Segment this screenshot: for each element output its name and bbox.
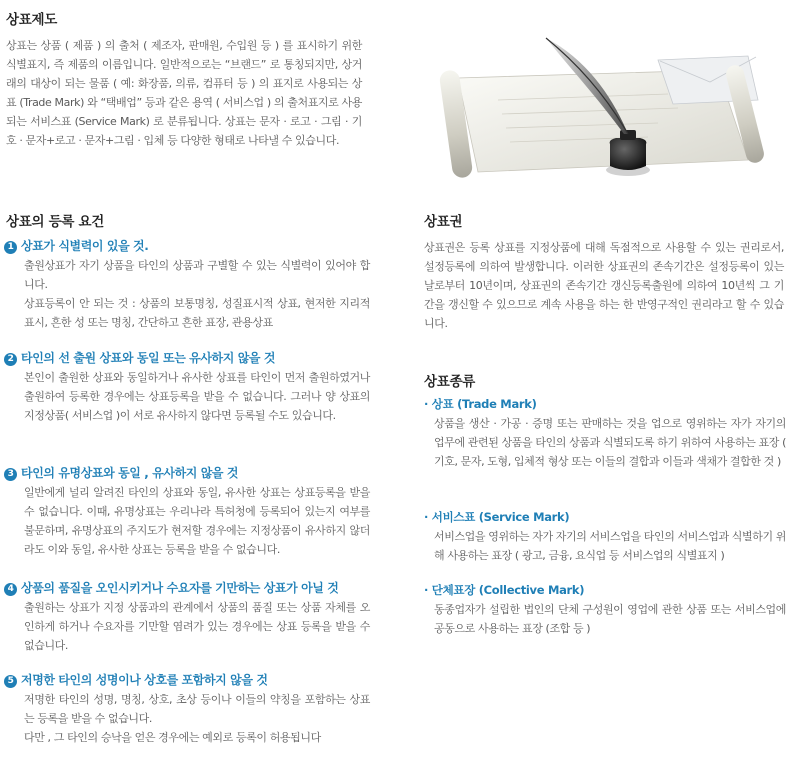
section-title-system: 상표제도 bbox=[6, 12, 57, 28]
number-badge: 2 bbox=[4, 353, 17, 366]
registration-item-text: 일반에게 널리 알려진 타인의 상표와 동일, 유사한 상표는 상표등록을 받을 수 없습니다. 이때, 유명상표는 우리나라 특허청에 등록되어 있는지 여부를 불문하며, 유명상표의 주지도가 현저할 경우에는 지정상품이 유사하지 않더라도 이와 동일, 유사한 상표는 등록을 받을 수 없습니다. bbox=[24, 486, 370, 556]
type-item-title: · 상표 (Trade Mark) bbox=[424, 397, 537, 411]
registration-item bbox=[4, 463, 370, 559]
number-badge: 5 bbox=[4, 675, 17, 688]
rights-paragraph: 상표권은 등록 상표를 지정상품에 대해 독점적으로 사용할 수 있는 권리로서, 설정등록에 의하여 발생합니다. 이러한 상표권의 존속기간은 설정등록이 있는 날로부터 10년이며, 상표권의 존속기간 갱신등록출원에 의하여 10년씩 그 기간을 갱신할 수 있으므로 계속 사용을 하는 한 반영구적인 권리라고 할 수 있습니다. bbox=[424, 241, 784, 330]
type-item-title: · 단체표장 (Collective Mark) bbox=[424, 583, 585, 597]
type-item bbox=[424, 507, 786, 565]
registration-item-text: 본인이 출원한 상표와 동일하거나 유사한 상표를 타인이 먼저 출원하였거나 출원하여 등록한 경우에는 상표등록을 받을 수 없습니다. 그러나 양 상표의 지정상품( 서비스업 )이 서로 유사하지 않다면 등록될 수도 있습니다. bbox=[24, 371, 370, 422]
quill-ink-scroll-illustration bbox=[418, 30, 782, 192]
quill-ink-scroll-icon bbox=[418, 30, 782, 192]
registration-item-title: 5 저명한 타인의 성명이나 상호를 포함하지 않을 것 bbox=[4, 670, 370, 690]
registration-item-text: 출원하는 상표가 지정 상품과의 관계에서 상품의 품질 또는 상품 자체를 오인하게 하거나 수요자를 기만할 염려가 있는 경우에는 상표 등록을 받을 수 없습니다. bbox=[24, 601, 370, 652]
registration-item-title: 1 상표가 식별력이 있을 것. bbox=[4, 236, 370, 256]
registration-item bbox=[4, 670, 370, 747]
type-item-text: 동종업자가 설립한 법인의 단체 구성원이 영업에 관한 상품 또는 서비스업에 공동으로 사용하는 표장 (조합 등 ) bbox=[434, 603, 786, 635]
registration-item bbox=[4, 348, 370, 425]
type-item-text: 서비스업을 영위하는 자가 자기의 서비스업을 타인의 서비스업과 식별하기 위해 사용하는 표장 ( 광고, 금융, 요식업 등 서비스업의 식별표지 ) bbox=[434, 530, 786, 562]
registration-item-title: 4 상품의 품질을 오인시키거나 수요자를 기만하는 상표가 아닐 것 bbox=[4, 578, 370, 598]
type-item bbox=[424, 580, 786, 638]
type-item-title: · 서비스표 (Service Mark) bbox=[424, 510, 570, 524]
system-paragraph: 상표는 상품 ( 제품 ) 의 출처 ( 제조자, 판매원, 수입원 등 ) 를 표시하기 위한 식별표지, 즉 제품의 이름입니다. 일반적으로는 “브랜드” 로 통칭되지만, 상거래의 대상이 되는 물품 ( 예: 화장품, 의류, 컴퓨터 등 ) 의 표지로 사용되는 상표 (Trade Mark) 와 “택배업” 등과 같은 용역 ( 서비스업 ) 의 출처표지로 사용되는 서비스표 (Service Mark) 로 분류됩니다. 상표는 문자 · 로고 · 그림 · 기호 · 문자+로고 · 문자+그림 · 입체 등 다양한 형태로 나타낼 수 있습니다. bbox=[6, 39, 362, 147]
registration-item-text: 상표등록이 안 되는 것 : 상품의 보통명칭, 성질표시적 상표, 현저한 지리적 표시, 흔한 성 또는 명칭, 간단하고 흔한 표장, 관용상표 bbox=[24, 297, 370, 329]
number-badge: 1 bbox=[4, 241, 17, 254]
registration-item bbox=[4, 578, 370, 655]
section-title-types: 상표종류 bbox=[424, 374, 475, 390]
registration-item-text: 저명한 타인의 성명, 명칭, 상호, 초상 등이나 이들의 약칭을 포함하는 상표는 등록을 받을 수 없습니다. bbox=[24, 693, 370, 725]
registration-item-text: 다만 , 그 타인의 승낙을 얻은 경우에는 예외로 등록이 허용됩니다 bbox=[24, 731, 321, 744]
number-badge: 4 bbox=[4, 583, 17, 596]
type-item-text: 상품을 생산 · 가공 · 증명 또는 판매하는 것을 업으로 영위하는 자가 자기의 업무에 관련된 상품을 타인의 상품과 식별되도록 하기 위하여 사용하는 표장 ( 기호, 문자, 도형, 입체적 형상 또는 이들의 결합과 이들과 색채가 결합한 것 ) bbox=[434, 417, 786, 468]
number-badge: 3 bbox=[4, 468, 17, 481]
section-title-rights: 상표권 bbox=[424, 214, 463, 230]
registration-item-text: 출원상표가 자기 상품을 타인의 상품과 구별할 수 있는 식별력이 있어야 합니다. bbox=[24, 259, 370, 291]
registration-item bbox=[4, 236, 370, 332]
registration-item-title: 2 타인의 선 출원 상표와 동일 또는 유사하지 않을 것 bbox=[4, 348, 370, 368]
section-title-registration: 상표의 등록 요건 bbox=[6, 214, 104, 230]
type-item bbox=[424, 394, 786, 471]
registration-item-title: 3 타인의 유명상표와 동일 , 유사하지 않을 것 bbox=[4, 463, 370, 483]
